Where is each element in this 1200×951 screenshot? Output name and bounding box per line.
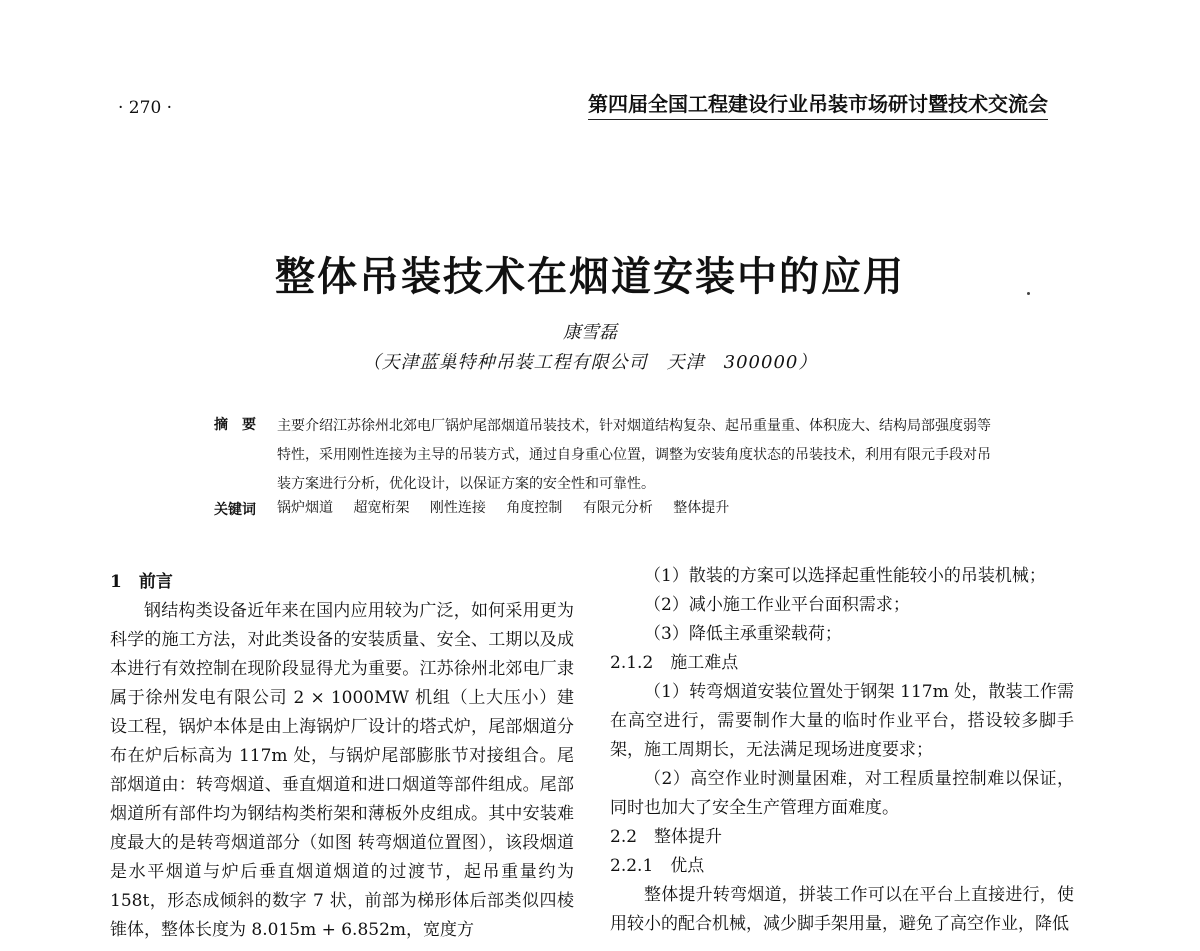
abstract-label: 摘要 (214, 417, 270, 433)
introduction-paragraph: 钢结构类设备近年来在国内应用较为广泛，如何采用更为科学的施工方法，对此类设备的安装质量、安全、工期以及成本进行有效控制在现阶段显得尤为重要。江苏徐州北郊电厂隶属于徐州发电有限公司 2 × 1000MW 机组（上大压小）建设工程，锅炉本体是由上海锅炉厂设计的塔式炉，尾部烟道分布在炉后标高为 117m 处，与锅炉尾部膨胀节对接组合。尾部烟道由：转弯烟道、垂直烟道和进口烟道等部件组成。尾部烟道所有部件均为钢结构类桁架和薄板外皮组成。其中安装难度最大的是转弯烟道部分（如图 转弯烟道位置图），该段烟道是水平烟道与炉后垂直烟道烟道的过渡节，起吊重量约为 158t，形态成倾斜的数字 7 状，前部为梯形体后部类似四棱锥体，整体长度为 8.015m + 6.852m，宽度方 (110, 601, 574, 940)
list-item: （3）降低主承重梁载荷； (644, 624, 842, 644)
advantage-paragraph: 整体提升转弯烟道，拼装工作可以在平台上直接进行，使用较小的配合机械，减少脚手架用量，避免了高空作业，降低 (610, 885, 1074, 934)
section-heading-introduction: 1 前言 (110, 572, 173, 592)
journal-title: 第四届全国工程建设行业吊装市场研讨暨技术交流会 (588, 88, 1048, 120)
keyword: 锅炉烟道 (277, 500, 333, 516)
keyword: 刚性连接 (429, 500, 486, 516)
subsection-heading-difficulties: 2.1.2 施工难点 (610, 653, 739, 673)
right-column (610, 562, 1074, 939)
keyword: 有限元分析 (582, 500, 653, 516)
keywords-list (277, 497, 745, 517)
keywords-label: 关键词 (214, 502, 256, 518)
keyword: 超宽桁架 (353, 500, 410, 516)
difficulty-item: （2）高空作业时测量困难，对工程质量控制难以保证，同时也加大了安全生产管理方面难度。 (610, 769, 1074, 818)
subsection-heading-lifting: 2.2 整体提升 (610, 827, 723, 847)
abstract-text: 主要介绍江苏徐州北郊电厂锅炉尾部烟道吊装技术，针对烟道结构复杂、起吊重量重、体积庞大、结构局部强度弱等特性，采用刚性连接为主导的吊装方式，通过自身重心位置，调整为安装角度状态的吊装技术，利用有限元手段对吊装方案进行分析，优化设计，以保证方案的安全性和可靠性。 (277, 418, 991, 492)
list-item: （2）减小施工作业平台面积需求； (644, 595, 910, 615)
article-title: 整体吊装技术在烟道安装中的应用 (275, 253, 905, 300)
author: 康雪磊 (563, 322, 617, 343)
keyword: 整体提升 (673, 500, 730, 516)
subsection-heading-advantages: 2.2.1 优点 (610, 856, 705, 876)
difficulty-item: （1）转弯烟道安装位置处于钢架 117m 处，散装工作需在高空进行，需要制作大量的临时作业平台，搭设较多脚手架，施工周期长，无法满足现场进度要求； (610, 682, 1074, 760)
list-item: （1）散装的方案可以选择起重性能较小的吊装机械； (644, 566, 1046, 586)
affiliation: （天津蓝巢特种吊装工程有限公司 天津 300000） (362, 352, 818, 373)
keyword: 角度控制 (506, 500, 563, 516)
left-column (110, 568, 574, 945)
page-number: · 270 · (118, 98, 173, 118)
